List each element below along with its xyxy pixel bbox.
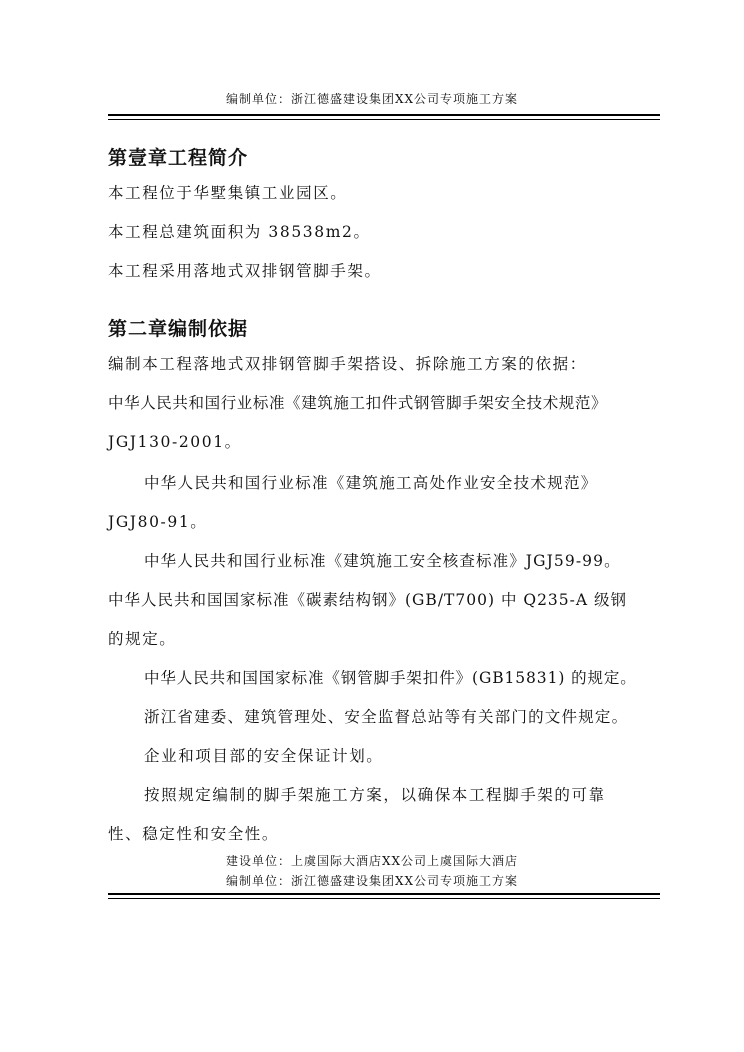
footer-compiler: 编制单位：浙江德盛建设集团XX公司专项施工方案	[225, 874, 519, 888]
footer-rule-thin	[108, 898, 660, 899]
chapter-1-line-scaffold: 本工程采用落地式双排钢管脚手架。	[108, 262, 382, 280]
basis-item-8-line-1: 按照规定编制的脚手架施工方案，以确保本工程脚手架的可靠	[144, 786, 606, 804]
basis-item-5: 中华人民共和国国家标准《钢管脚手架扣件》(GB15831) 的规定。	[144, 669, 637, 687]
header-rule-thin	[108, 119, 660, 120]
basis-item-7: 企业和项目部的安全保证计划。	[144, 747, 384, 765]
basis-item-3: 中华人民共和国行业标准《建筑施工安全核查标准》JGJ59-99。	[144, 552, 621, 570]
chapter-1-line-location: 本工程位于华墅集镇工业园区。	[108, 184, 348, 202]
chapter-1-title: 第壹章工程简介	[108, 147, 249, 169]
basis-item-8-line-2: 性、稳定性和安全性。	[108, 825, 280, 843]
chapter-1-line-area: 本工程总建筑面积为 38538m2。	[108, 223, 371, 241]
chapter-2-intro: 编制本工程落地式双排钢管脚手架搭设、拆除施工方案的依据：	[108, 355, 587, 373]
basis-item-4-line-1: 中华人民共和国国家标准《碳素结构钢》(GB/T700) 中 Q235-A 级钢	[108, 591, 628, 609]
chapter-2-title: 第二章编制依据	[108, 318, 249, 340]
basis-item-6: 浙江省建委、建筑管理处、安全监督总站等有关部门的文件规定。	[144, 708, 629, 726]
basis-item-1-line-1: 中华人民共和国行业标准《建筑施工扣件式钢管脚手架安全技术规范》	[108, 394, 608, 412]
basis-item-4-line-2: 的规定。	[108, 630, 177, 648]
basis-item-2-line-2: JGJ80-91。	[108, 513, 208, 531]
footer-rule-thick	[108, 893, 660, 895]
page-header: 编制单位：浙江德盛建设集团XX公司专项施工方案	[225, 92, 519, 106]
header-rule-thick	[108, 114, 660, 116]
basis-item-1-line-2: JGJ130-2001。	[108, 433, 242, 451]
basis-item-2-line-1: 中华人民共和国行业标准《建筑施工高处作业安全技术规范》	[144, 474, 598, 492]
footer-owner: 建设单位：上虞国际大酒店XX公司上虞国际大酒店	[225, 854, 519, 868]
